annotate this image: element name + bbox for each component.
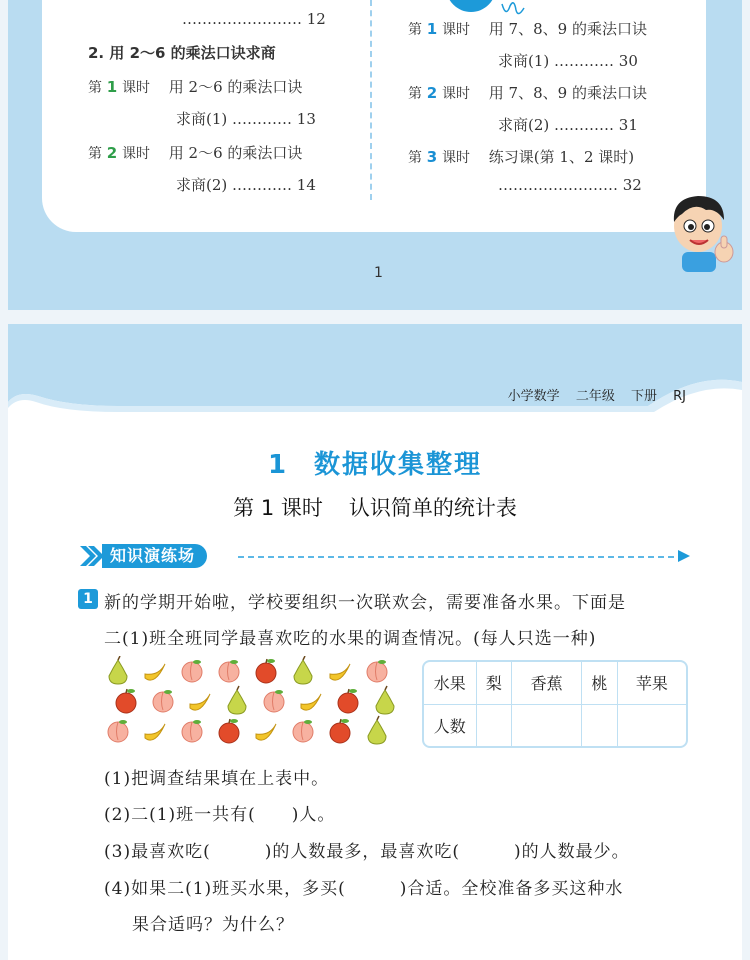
count-input-cell[interactable] (476, 704, 512, 746)
subject-label: 小学数学 (507, 389, 560, 404)
toc-lesson-suffix: 课时 (442, 150, 470, 166)
book-meta (496, 385, 686, 404)
toc-lesson-continuation: 求商(1) ………… 13 (176, 110, 316, 128)
lesson-title (8, 492, 742, 522)
sub-question-4: (4)如果二(1)班买水果，多买( )合适。全校准备多买这种水 (104, 879, 624, 899)
toc-lesson-row[interactable] (408, 146, 634, 167)
toc-lesson-prefix: 第 (408, 22, 422, 38)
toc-lesson-title: 练习课(第 1、2 课时) (488, 148, 635, 166)
peach-icon (367, 660, 387, 682)
banana-icon (256, 724, 276, 740)
header-wave-band (8, 324, 742, 424)
peach-icon (219, 660, 239, 682)
banana-icon (145, 664, 165, 680)
unit-name: 数据收集整理 (314, 450, 483, 480)
unit-badge-decoration (446, 0, 496, 12)
toc-lesson-title: 用 2～6 的乘法口诀 (168, 78, 303, 96)
toc-lesson-continuation: …………………… 32 (498, 176, 642, 194)
pear-icon (228, 686, 246, 714)
banana-icon (330, 664, 350, 680)
toc-lesson-suffix: 课时 (122, 80, 150, 96)
sub-question-2: (2)二(1)班一共有( )人。 (104, 805, 336, 825)
boy-mascot-illustration (658, 188, 742, 272)
section-dashed-line (238, 556, 684, 558)
lesson-name: 认识简单的统计表 (348, 496, 517, 520)
count-input-cell[interactable] (512, 704, 582, 746)
toc-lesson-number: 2 (426, 84, 438, 102)
toc-section-heading: 2. 用 2～6 的乘法口诀求商 (88, 44, 276, 62)
toc-lesson-title: 用 7、8、9 的乘法口诀 (488, 20, 647, 38)
toc-lesson-number: 1 (106, 78, 118, 96)
toc-lesson-row[interactable] (408, 18, 647, 39)
table-fruit-cell: 梨 (476, 662, 512, 704)
toc-lesson-row[interactable] (88, 142, 302, 163)
toc-lesson-continuation: 求商(1) ………… 30 (498, 52, 638, 70)
lesson-label: 第 1 课时 (233, 496, 323, 520)
apple-icon (256, 659, 276, 683)
toc-lesson-row[interactable] (88, 76, 302, 97)
toc-lesson-prefix: 第 (408, 150, 422, 166)
toc-lesson-continuation: 求商(2) ………… 14 (176, 176, 316, 194)
toc-lesson-number: 1 (426, 20, 438, 38)
scribble-decoration (500, 0, 528, 20)
toc-lesson-prefix: 第 (88, 80, 102, 96)
table-fruit-cell: 香蕉 (512, 662, 582, 704)
contents-card (42, 0, 706, 232)
fruit-survey-illustration (102, 656, 412, 748)
page-number: 1 (374, 265, 383, 281)
table-row (424, 662, 686, 704)
section-label: 知识演练场 (102, 544, 207, 568)
pear-icon (376, 686, 394, 714)
edition-label: RJ (673, 389, 686, 404)
apple-icon (116, 689, 136, 713)
contents-page (8, 0, 742, 310)
count-input-cell[interactable] (617, 704, 686, 746)
question-text-line2: 二(1)班全班同学最喜欢吃的水果的调查情况。(每人只选一种) (104, 629, 597, 649)
arrow-tip-icon (678, 550, 690, 562)
count-input-cell[interactable] (582, 704, 618, 746)
sub-question-1: (1)把调查结果填在上表中。 (104, 769, 330, 789)
peach-icon (264, 690, 284, 712)
table-fruit-cell: 桃 (582, 662, 618, 704)
unit-title (8, 444, 742, 481)
contents-divider (370, 0, 372, 200)
question-text-line1: 新的学期开始啦，学校要组织一次联欢会，需要准备水果。下面是 (104, 593, 626, 613)
apple-icon (219, 719, 239, 743)
question-number-badge: 1 (78, 589, 98, 609)
toc-lesson-number: 3 (426, 148, 438, 166)
survey-table (422, 660, 688, 748)
volume-label: 下册 (630, 389, 657, 404)
apple-icon (338, 689, 358, 713)
table-header-cell: 水果 (424, 662, 476, 704)
sub-question-4-continuation: 果合适吗？为什么？ (132, 915, 294, 935)
grade-label: 二年级 (575, 389, 615, 404)
table-fruit-cell: 苹果 (617, 662, 686, 704)
toc-lesson-prefix: 第 (408, 86, 422, 102)
toc-leader-line: …………………… 12 (182, 10, 326, 28)
banana-icon (190, 694, 210, 710)
pear-icon (368, 716, 386, 744)
toc-lesson-continuation: 求商(2) ………… 31 (498, 116, 638, 134)
toc-lesson-prefix: 第 (88, 146, 102, 162)
sub-question-3: (3)最喜欢吃( )的人数最多，最喜欢吃( )的人数最少。 (104, 842, 630, 862)
pear-icon (109, 656, 127, 684)
table-header-cell: 人数 (424, 704, 476, 746)
table-row (424, 704, 686, 746)
pear-icon (294, 656, 312, 684)
toc-lesson-title: 用 7、8、9 的乘法口诀 (488, 84, 647, 102)
peach-icon (182, 660, 202, 682)
double-arrow-icon (78, 544, 104, 568)
banana-icon (145, 724, 165, 740)
peach-icon (108, 720, 128, 742)
peach-icon (153, 690, 173, 712)
toc-lesson-suffix: 课时 (442, 22, 470, 38)
toc-lesson-title: 用 2～6 的乘法口诀 (168, 144, 303, 162)
toc-lesson-row[interactable] (408, 82, 647, 103)
toc-lesson-suffix: 课时 (122, 146, 150, 162)
section-banner (78, 542, 698, 570)
banana-icon (301, 694, 321, 710)
peach-icon (182, 720, 202, 742)
unit-number: 1 (267, 450, 289, 480)
worksheet-page (8, 324, 742, 960)
peach-icon (293, 720, 313, 742)
toc-lesson-suffix: 课时 (442, 86, 470, 102)
toc-lesson-number: 2 (106, 144, 118, 162)
apple-icon (330, 719, 350, 743)
